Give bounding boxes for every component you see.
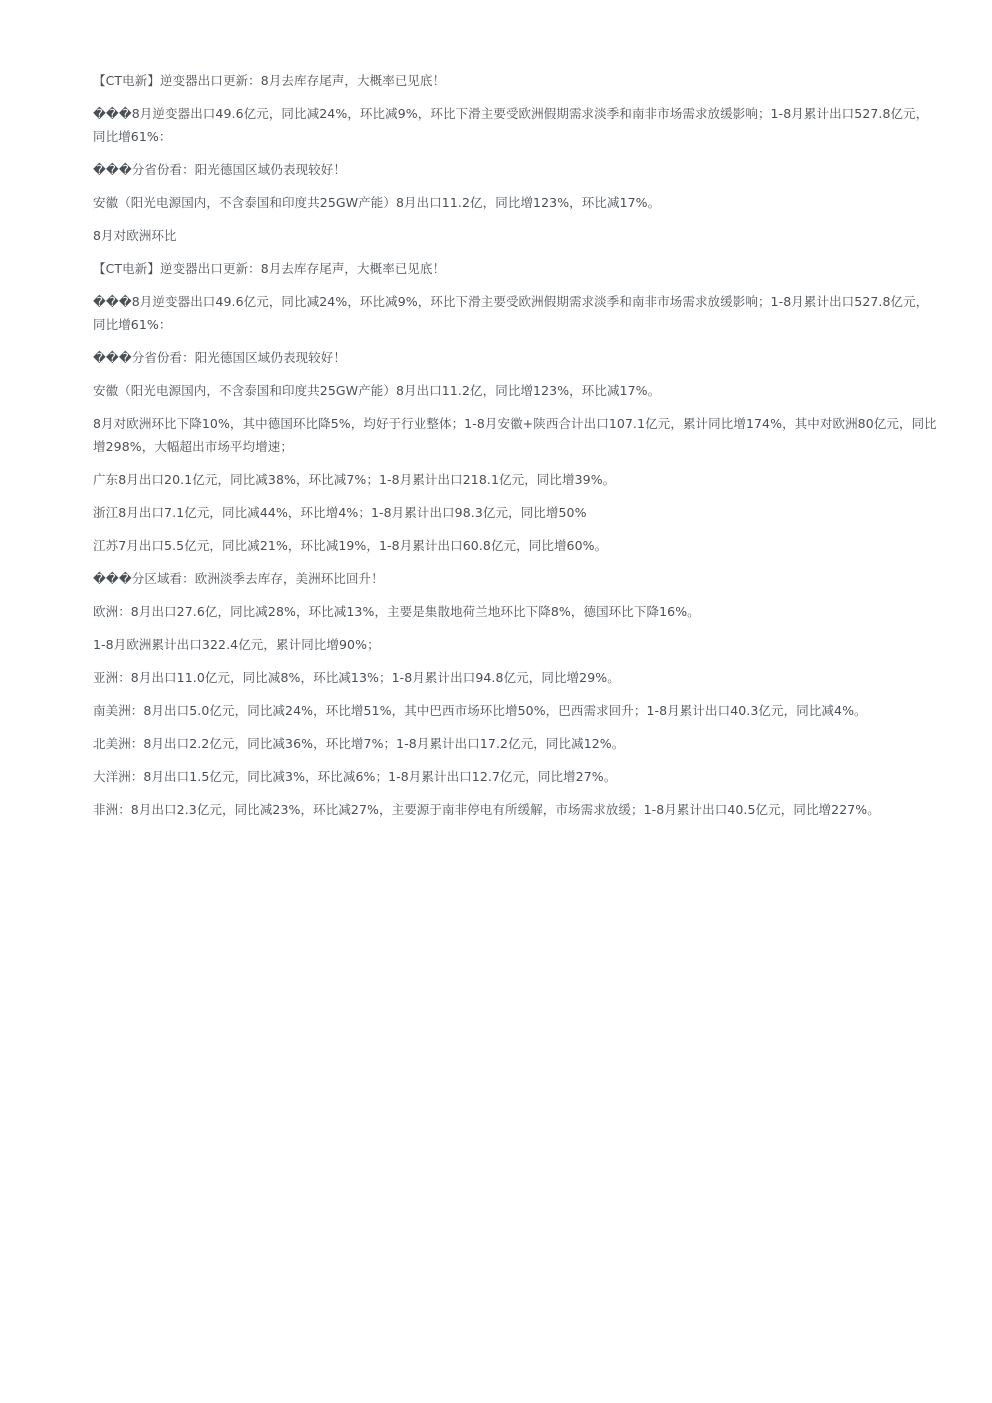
south-america-paragraph: 南美洲：8月出口5.0亿元，同比减24%，环比增51%，其中巴西市场环比增50%，巴西需求回升；1-8月累计出口40.3亿元，同比减4%。: [93, 703, 867, 718]
europe-paragraph: 欧洲：8月出口27.6亿，同比减28%，环比减13%，主要是集散地荷兰地环比下降8%，德国环比下降16%。: [93, 604, 700, 619]
oceania-paragraph: 大洋洲：8月出口1.5亿元，同比减3%，环比减6%；1-8月累计出口12.7亿元，同比增27%。: [93, 769, 617, 784]
total-export-paragraph-repeat: ���8月逆变器出口49.6亿元，同比减24%，环比减9%，环比下滑主要受欧洲假期需求淡季和南非市场需求放缓影响；1-8月累计出口527.8亿元，同比增61%：: [93, 294, 929, 332]
headline-paragraph-repeat: 【CT电新】逆变器出口更新：8月去库存尾声，大概率已见底！: [93, 261, 446, 276]
europe-cumulative-paragraph: 1-8月欧洲累计出口322.4亿元，累计同比增90%；: [93, 637, 380, 652]
province-section-heading: ���分省份看：阳光德国区域仍表现较好！: [93, 162, 346, 177]
europe-mom-fragment: 8月对欧洲环比: [93, 228, 177, 243]
guangdong-paragraph: 广东8月出口20.1亿元，同比减38%，环比减7%；1-8月累计出口218.1亿元，同比增39%。: [93, 472, 616, 487]
jiangsu-paragraph: 江苏7月出口5.5亿元，同比减21%，环比减19%，1-8月累计出口60.8亿元，同比增60%。: [93, 538, 608, 553]
africa-paragraph: 非洲：8月出口2.3亿元，同比减23%，环比减27%，主要源于南非停电有所缓解，市场需求放缓；1-8月累计出口40.5亿元，同比增227%。: [93, 802, 880, 817]
document-body: [93, 69, 938, 831]
zhejiang-paragraph: 浙江8月出口7.1亿元，同比减44%，环比增4%；1-8月累计出口98.3亿元，同比增50%: [93, 505, 587, 520]
anhui-shaanxi-europe-paragraph: 8月对欧洲环比下降10%，其中德国环比降5%，均好于行业整体；1-8月安徽+陕西合计出口107.1亿元，累计同比增174%，其中对欧洲80亿元，同比增298%，大幅超出市场平均增速；: [93, 416, 937, 454]
anhui-paragraph-repeat: 安徽（阳光电源国内，不含泰国和印度共25GW产能）8月出口11.2亿，同比增123%，环比减17%。: [93, 383, 661, 398]
province-section-heading-repeat: ���分省份看：阳光德国区域仍表现较好！: [93, 350, 346, 365]
region-section-heading: ���分区域看：欧洲淡季去库存，美洲环比回升！: [93, 571, 384, 586]
asia-paragraph: 亚洲：8月出口11.0亿元，同比减8%，环比减13%；1-8月累计出口94.8亿元，同比增29%。: [93, 670, 620, 685]
total-export-paragraph: ���8月逆变器出口49.6亿元，同比减24%，环比减9%，环比下滑主要受欧洲假期需求淡季和南非市场需求放缓影响；1-8月累计出口527.8亿元，同比增61%：: [93, 106, 929, 144]
north-america-paragraph: 北美洲：8月出口2.2亿元，同比减36%，环比增7%；1-8月累计出口17.2亿元，同比减12%。: [93, 736, 625, 751]
anhui-paragraph: 安徽（阳光电源国内，不含泰国和印度共25GW产能）8月出口11.2亿，同比增123%，环比减17%。: [93, 195, 661, 210]
headline-paragraph: 【CT电新】逆变器出口更新：8月去库存尾声，大概率已见底！: [93, 73, 446, 88]
